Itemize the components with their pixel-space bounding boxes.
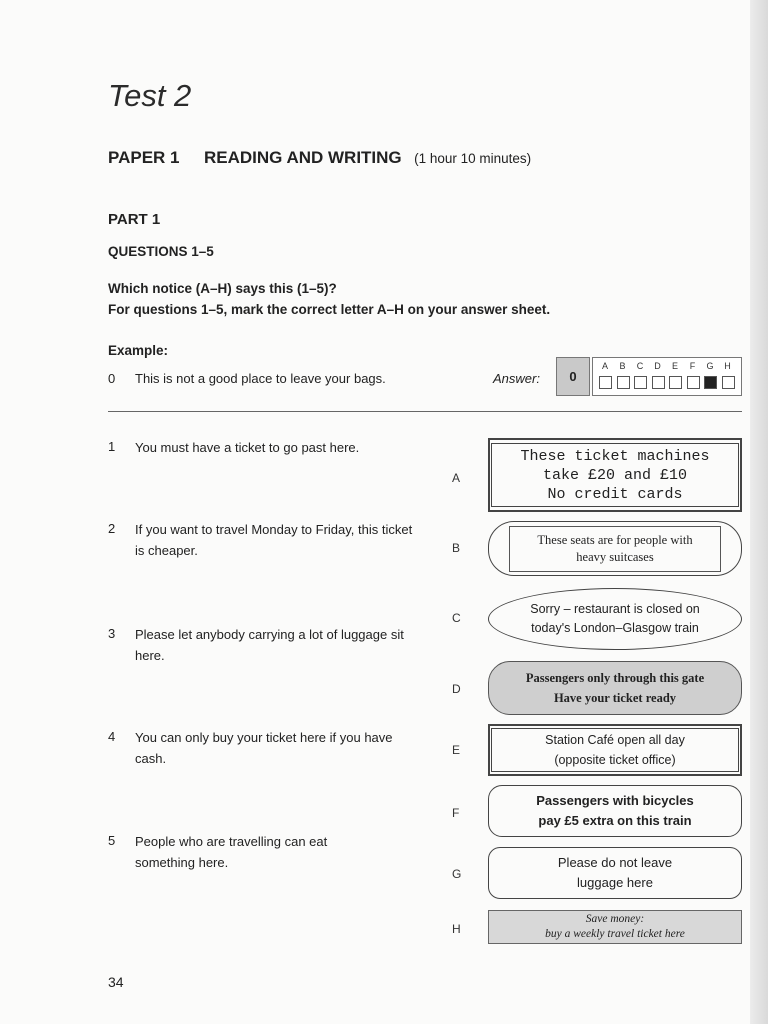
question-number: 1	[108, 439, 116, 454]
notice-line: take £20 and £10	[542, 466, 688, 484]
notice-line: Passengers with bicycles	[536, 793, 694, 808]
notice-line: heavy suitcases	[576, 549, 654, 564]
notice-line: today's London–Glasgow train	[531, 621, 699, 635]
notice-letter: A	[452, 471, 461, 485]
answer-grid-letter: H	[724, 361, 731, 371]
notice-letter: C	[452, 611, 461, 625]
question-text: People who are travelling can eat something here.	[135, 834, 328, 870]
answer-grid-letter: G	[706, 361, 714, 371]
question-number: 3	[108, 626, 116, 641]
notice-line: Save money:	[585, 913, 645, 925]
example-number: 0	[108, 371, 116, 386]
notice-line: Please do not leave	[557, 855, 673, 870]
notice-f	[488, 785, 742, 837]
notice-c	[488, 588, 742, 650]
answer-grid-letter: B	[619, 361, 626, 371]
notice-line: luggage here	[577, 875, 653, 890]
answer-grid-letter: D	[654, 361, 661, 371]
notice-line: pay £5 extra on this train	[538, 813, 692, 828]
paper-title: READING AND WRITING	[203, 148, 402, 167]
answer-grid-box	[687, 376, 700, 389]
question-text: You can only buy your ticket here if you have cash.	[135, 730, 393, 766]
question-number: 4	[108, 729, 116, 744]
example-text: This is not a good place to leave your bags.	[135, 371, 386, 386]
notice-line: Station Café open all day	[545, 733, 685, 747]
notice-letter: E	[452, 743, 461, 757]
answer-grid-box	[617, 376, 630, 389]
notice-h	[488, 910, 742, 944]
paper-duration: (1 hour 10 minutes)	[414, 151, 532, 166]
notice-letter: G	[452, 867, 462, 881]
question-number: 2	[108, 521, 116, 536]
notice-letter: H	[452, 922, 461, 936]
notice-line: Passengers only through this gate	[525, 671, 705, 685]
divider-line	[108, 411, 742, 412]
notice-e	[488, 724, 742, 776]
notice-letter: B	[452, 541, 461, 555]
instruction-line: For questions 1–5, mark the correct letter A–H on your answer sheet.	[108, 302, 551, 317]
answer-grid-letter: C	[636, 361, 644, 371]
page-edge	[750, 0, 768, 1024]
notice-line: buy a weekly travel ticket here	[545, 928, 685, 940]
answer-grid-letter: F	[689, 361, 696, 371]
question-number: 5	[108, 833, 116, 848]
notice-line: These seats are for people with	[537, 532, 693, 547]
answer-grid-letter: A	[601, 361, 608, 371]
part-heading: PART 1	[108, 211, 161, 228]
notice-letter: D	[452, 682, 461, 696]
questions-range: QUESTIONS 1–5	[108, 244, 214, 259]
paper-label: PAPER 1	[108, 148, 180, 167]
test-title: Test 2	[108, 78, 192, 113]
instruction-line: Which notice (A–H) says this (1–5)?	[108, 281, 337, 296]
answer-grid-box	[634, 376, 647, 389]
answer-grid-box	[599, 376, 612, 389]
notice-d	[488, 661, 742, 715]
answer-number-box: 0	[556, 357, 590, 396]
notice-a	[488, 438, 742, 512]
notice-line: Sorry – restaurant is closed on	[530, 602, 700, 616]
answer-grid	[592, 357, 742, 396]
notice-letter: F	[452, 806, 460, 820]
answer-label: Answer:	[493, 371, 540, 386]
example-label: Example:	[108, 343, 169, 358]
question-text: Please let anybody carrying a lot of luggage sit here.	[135, 627, 404, 663]
notice-g	[488, 847, 742, 899]
notice-line: Have your ticket ready	[553, 691, 677, 705]
answer-grid-box	[722, 376, 735, 389]
answer-grid-box	[669, 376, 682, 389]
answer-grid-box	[704, 376, 717, 389]
page-number: 34	[108, 974, 124, 990]
paper-heading	[108, 148, 531, 168]
notice-line: No credit cards	[547, 485, 683, 503]
notice-b	[488, 521, 742, 576]
answer-grid-box	[652, 376, 665, 389]
question-text: You must have a ticket to go past here.	[135, 440, 360, 455]
question-text: If you want to travel Monday to Friday, this ticket is cheaper.	[135, 522, 413, 558]
notice-line: (opposite ticket office)	[554, 753, 676, 767]
answer-grid-letter: E	[671, 361, 678, 371]
notice-line: These ticket machines	[520, 447, 710, 465]
